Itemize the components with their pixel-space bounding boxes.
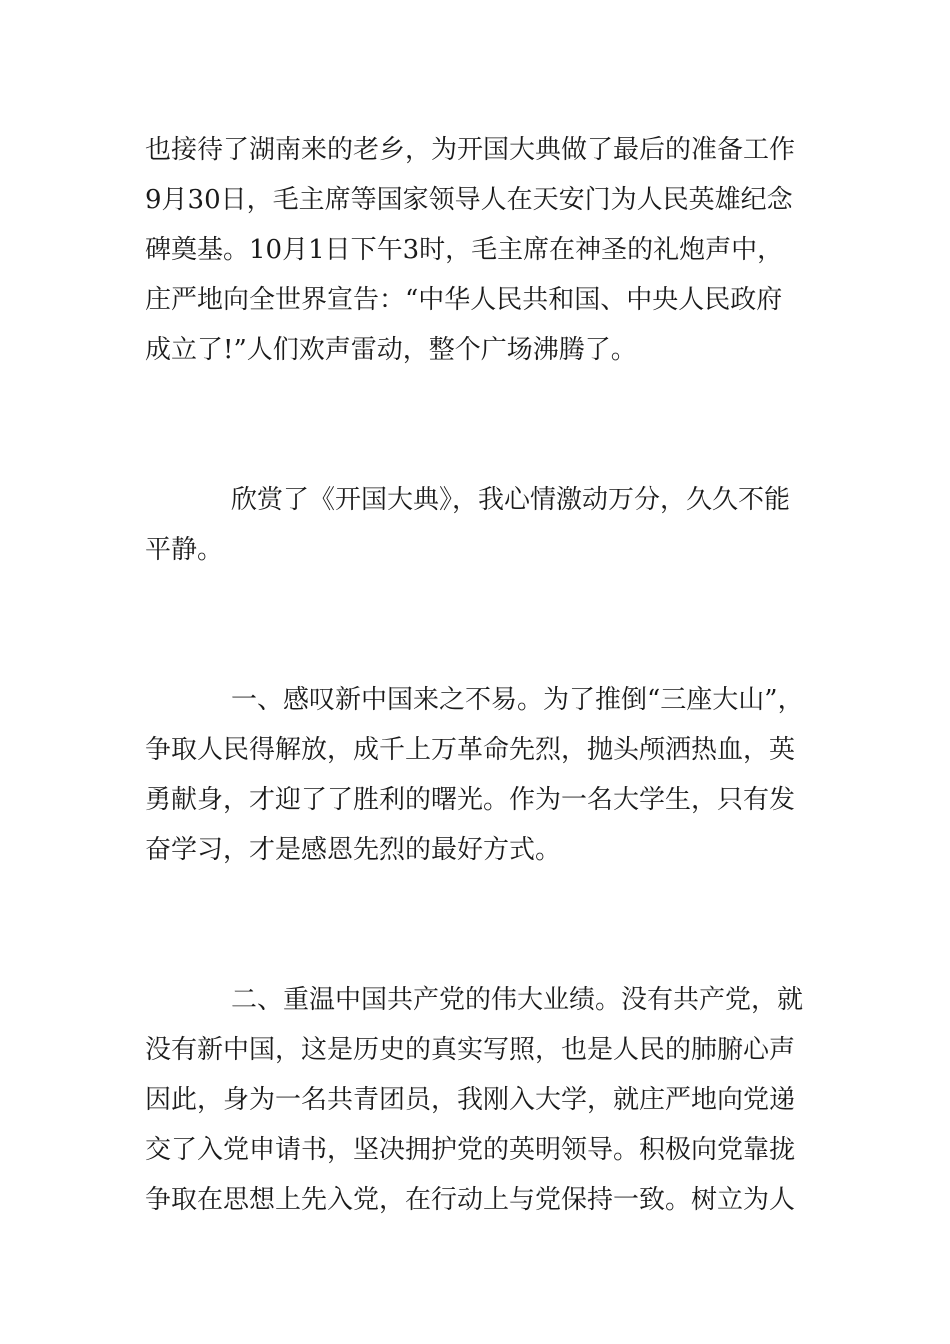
text-line: 庄严地向全世界宣告：“中华人民共和国、中央人民政府 [145,285,783,315]
text-line: 平静。 [145,535,224,565]
section-heading-one: 一、感叹新中国来之不易。为了推倒“三座大山”， [231,685,804,715]
paragraph-first-line: 欣赏了《开国大典》，我心情激动万分，久久不能 [231,485,791,515]
text-line: 奋学习，才是感恩先烈的最好方式。 [145,835,562,865]
text-line: 争取在思想上先入党，在行动上与党保持一致。树立为人 [145,1185,796,1215]
text-line: 碑奠基。10月1日下午3时，毛主席在神圣的礼炮声中， [145,235,784,265]
text-line: 因此，身为一名共青团员，我刚入大学，就庄严地向党递 [145,1085,796,1115]
text-line: 交了入党申请书，坚决拥护党的英明领导。积极向党靠拢 [145,1135,796,1165]
section-heading-two: 二、重温中国共产党的伟大业绩。没有共产党，就 [231,985,804,1015]
text-line: 也接待了湖南来的老乡，为开国大典做了最后的准备工作 [145,135,796,165]
text-line: 没有新中国，这是历史的真实写照，也是人民的肺腑心声 [145,1035,796,1065]
text-line: 争取人民得解放，成千上万革命先烈，抛头颅洒热血，英 [145,735,796,765]
text-line: 勇献身，才迎了了胜利的曙光。作为一名大学生，只有发 [145,785,796,815]
text-line: 成立了!”人们欢声雷动，整个广场沸腾了。 [145,335,637,365]
text-line: 9月30日，毛主席等国家领导人在天安门为人民英雄纪念 [145,185,793,215]
